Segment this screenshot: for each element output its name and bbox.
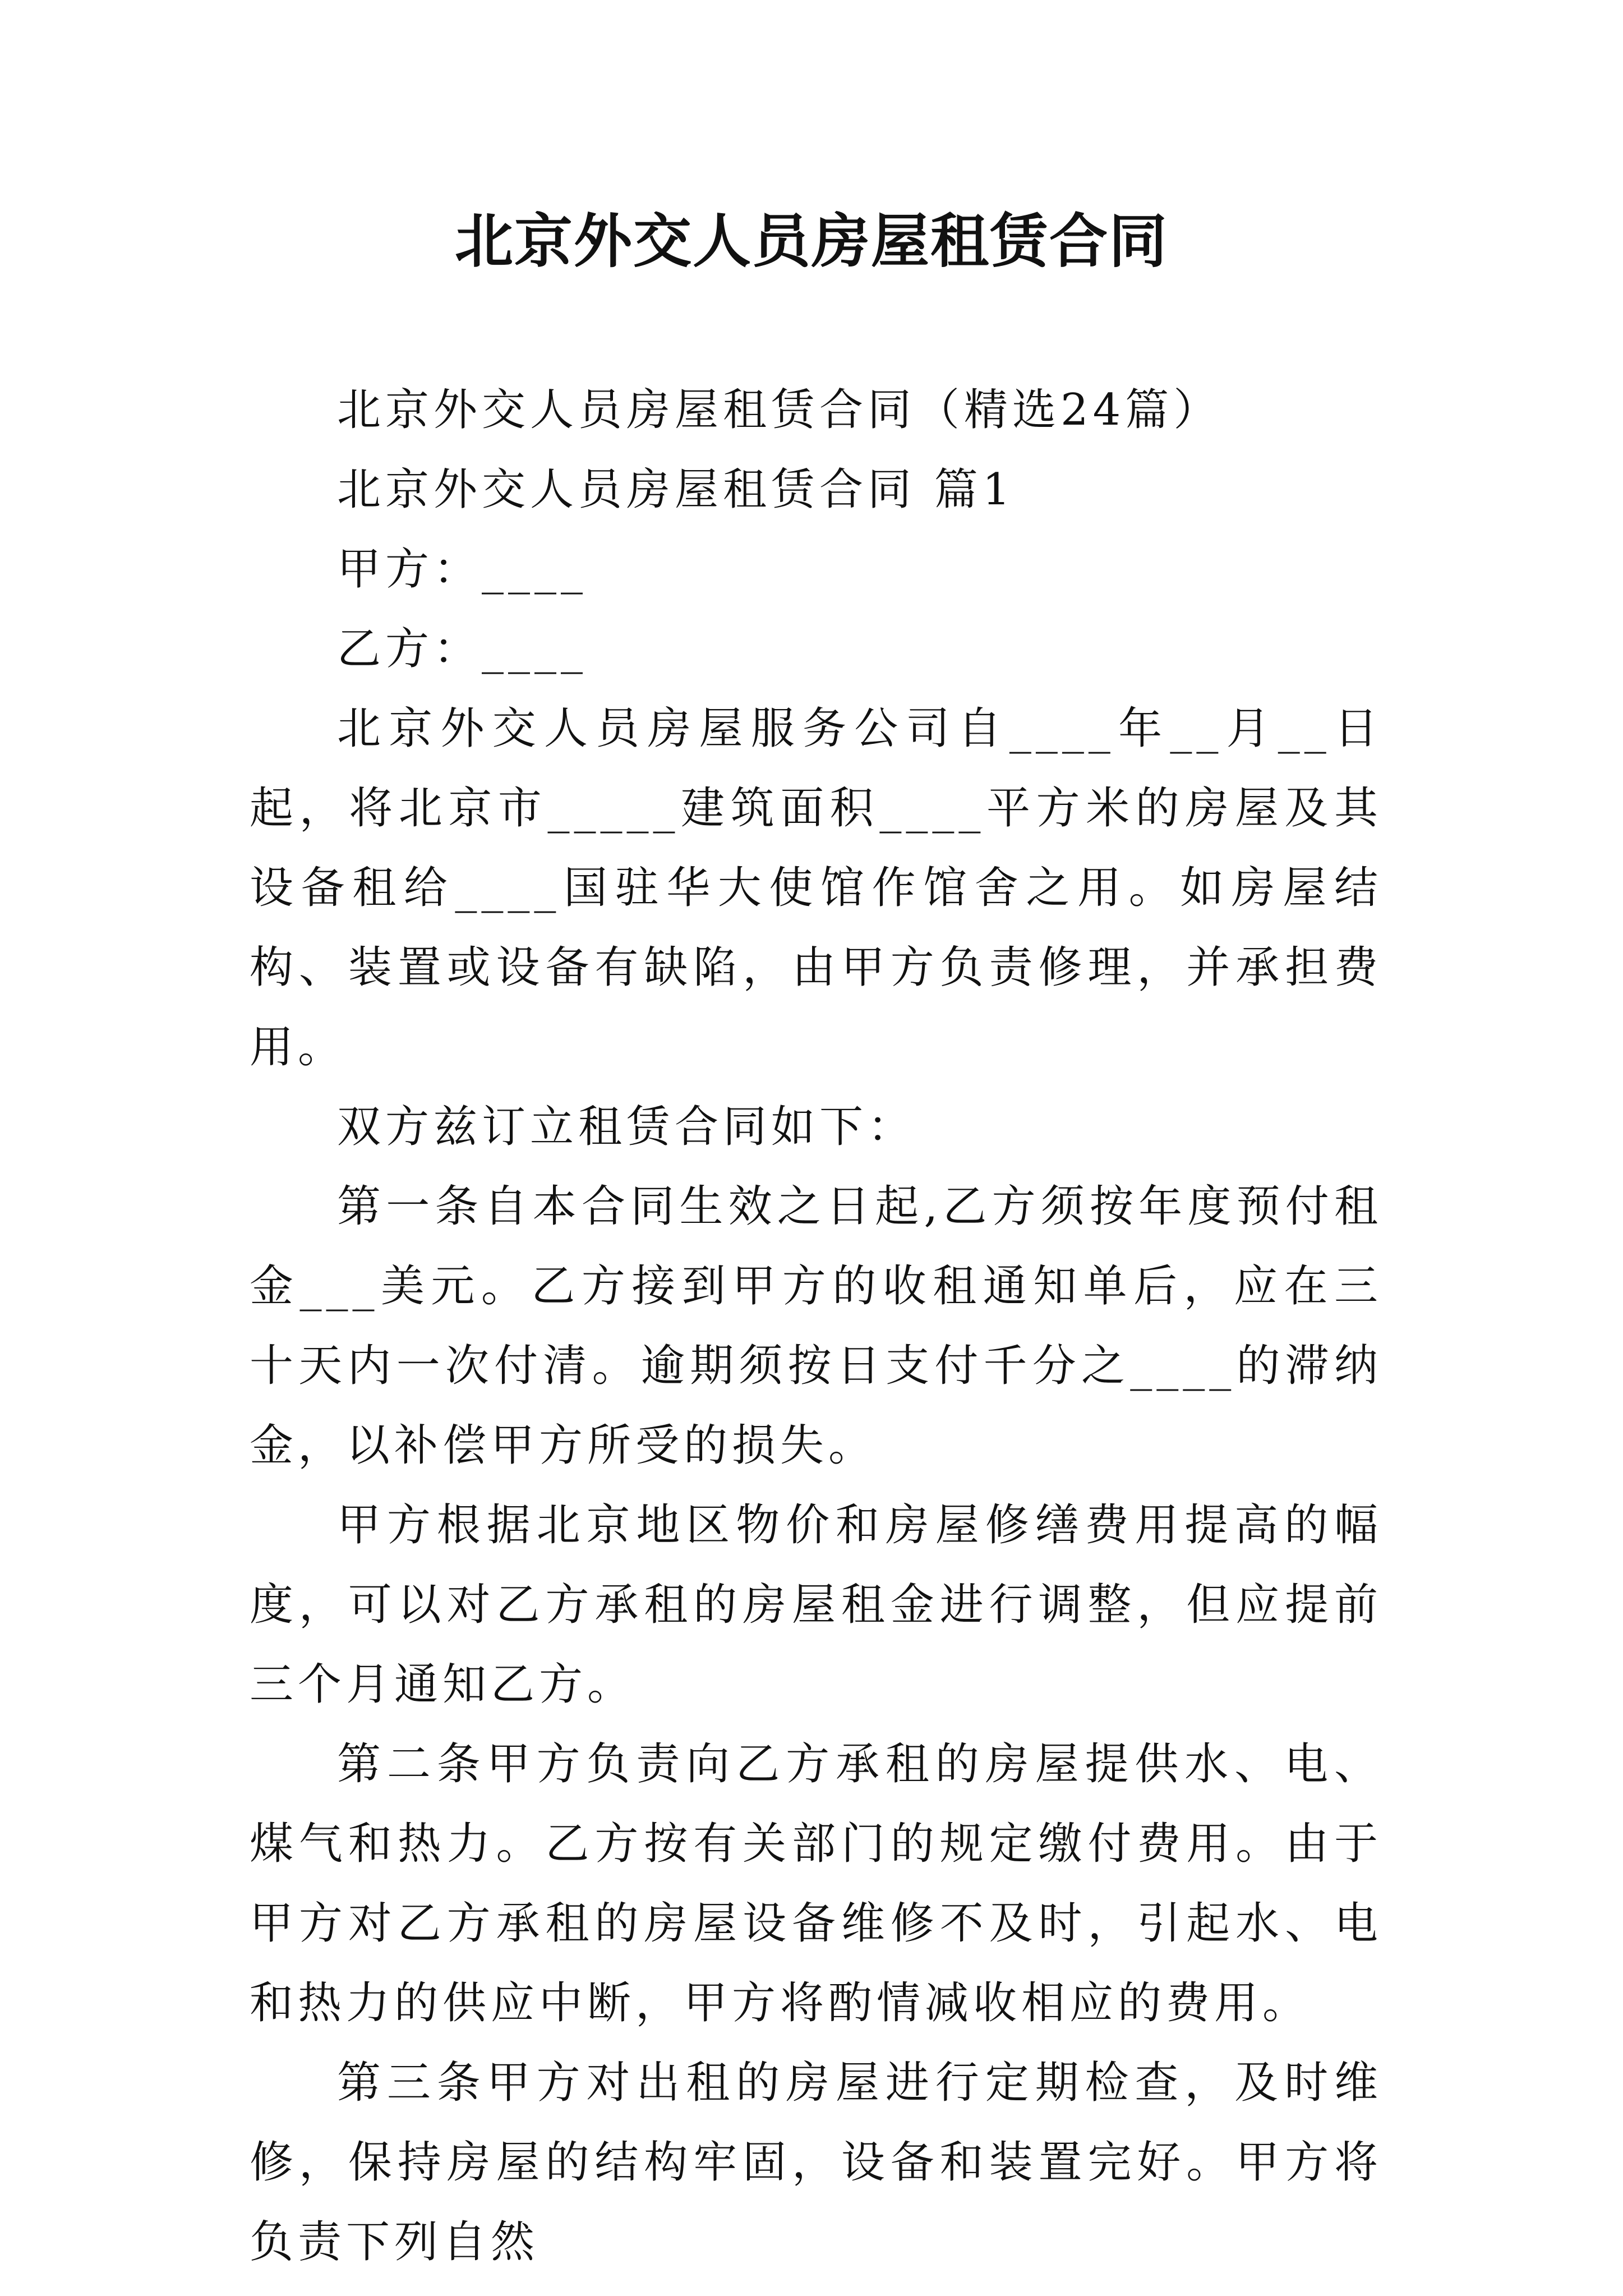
party-a-line: 甲方：____ <box>337 544 588 595</box>
document-body <box>250 370 1382 2282</box>
paragraph: 北京外交人员房屋服务公司自____年__月__日起，将北京市_____建筑面积____平方米的房屋及其设备租给____国驻华大使馆作馆舍之用。如房屋结构、装置或设备有缺陷，由甲方负责修理，并承担费用。 <box>250 703 1382 1073</box>
paragraph: 甲方根据北京地区物价和房屋修缮费用提高的幅度，可以对乙方承租的房屋租金进行调整，但应提前三个月通知乙方。 <box>250 1500 1382 1710</box>
paragraph: 第一条自本合同生效之日起,乙方须按年度预付租金___美元。乙方接到甲方的收租通知单后，应在三十天内一次付清。逾期须按日支付千分之____的滞纳金，以补偿甲方所受的损失。 <box>250 1181 1382 1471</box>
paragraph: 双方兹订立租赁合同如下： <box>337 1102 916 1152</box>
party-b-line: 乙方：____ <box>337 624 588 674</box>
document-subtitle: 北京外交人员房屋租赁合同（精选24篇） <box>337 385 1222 435</box>
paragraph: 第三条甲方对出租的房屋进行定期检查，及时维修，保持房屋的结构牢固，设备和装置完好。甲方将负责下列自然 <box>250 2058 1382 2267</box>
paragraph: 第二条甲方负责向乙方承租的房屋提供水、电、煤气和热力。乙方按有关部门的规定缴付费用。由于甲方对乙方承租的房屋设备维修不及时，引起水、电和热力的供应中断，甲方将酌情减收相应的费用。 <box>250 1739 1382 2028</box>
section-heading: 北京外交人员房屋租赁合同 篇1 <box>337 464 1015 515</box>
page-title: 北京外交人员房屋租赁合同 <box>454 207 1168 275</box>
